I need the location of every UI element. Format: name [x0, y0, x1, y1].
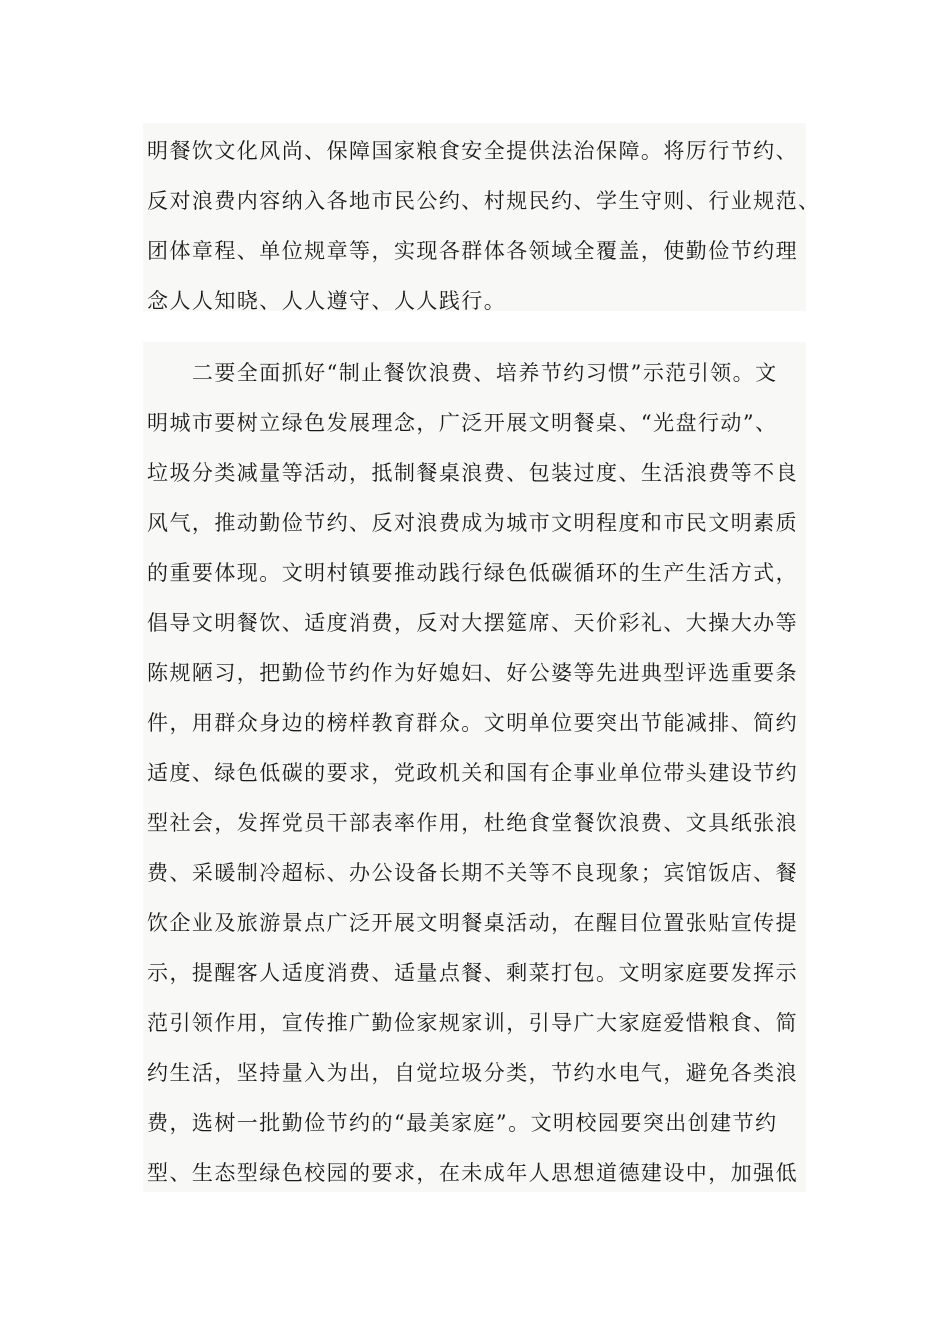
paragraph-line: 陈规陋习，把勤俭节约作为好媳妇、好公婆等先进典型评选重要条 — [147, 661, 799, 685]
paragraph-line: 饮企业及旅游景点广泛开展文明餐桌活动，在醒目位置张贴宣传提 — [147, 911, 799, 935]
paragraph-line: 风气，推动勤俭节约、反对浪费成为城市文明程度和市民文明素质 — [147, 511, 799, 535]
paragraph-line: 示，提醒客人适度消费、适量点餐、剩菜打包。文明家庭要发挥示 — [147, 961, 799, 985]
paragraph-line: 倡导文明餐饮、适度消费，反对大摆筵席、天价彩礼、大操大办等 — [147, 611, 799, 635]
paragraph-line: 型社会，发挥党员干部表率作用，杜绝食堂餐饮浪费、文具纸张浪 — [147, 811, 799, 835]
paragraph-line: 件，用群众身边的榜样教育群众。文明单位要突出节能减排、简约 — [147, 711, 799, 735]
paragraph-1 — [143, 123, 821, 313]
paragraph-line: 的重要体现。文明村镇要推动践行绿色低碳循环的生产生活方式， — [147, 561, 799, 585]
paragraph-line: 二要全面抓好“制止餐饮浪费、培养节约习惯”示范引领。文 — [147, 361, 778, 385]
paragraph-line: 约生活，坚持量入为出，自觉垃圾分类，节约水电气，避免各类浪 — [147, 1061, 799, 1085]
paragraph-2 — [143, 342, 806, 1192]
paragraph-line: 明餐饮文化风尚、保障国家粮食安全提供法治保障。将厉行节约、 — [147, 139, 799, 163]
paragraph-line: 适度、绿色低碳的要求，党政机关和国有企事业单位带头建设节约 — [147, 761, 799, 785]
paragraph-line: 念人人知晓、人人遵守、人人践行。 — [147, 289, 507, 313]
paragraph-line: 费，选树一批勤俭节约的“最美家庭”。文明校园要突出创建节约 — [147, 1111, 778, 1135]
paragraph-line: 费、采暖制冷超标、办公设备长期不关等不良现象；宾馆饭店、餐 — [147, 861, 799, 885]
paragraph-line: 团体章程、单位规章等，实现各群体各领域全覆盖，使勤俭节约理 — [147, 239, 799, 263]
paragraph-line: 反对浪费内容纳入各地市民公约、村规民约、学生守则、行业规范、 — [147, 189, 821, 213]
paragraph-line: 明城市要树立绿色发展理念，广泛开展文明餐桌、“光盘行动”、 — [147, 411, 778, 435]
paragraph-line: 范引领作用，宣传推广勤俭家规家训，引导广大家庭爱惜粮食、简 — [147, 1011, 799, 1035]
paragraph-line: 垃圾分类减量等活动，抵制餐桌浪费、包装过度、生活浪费等不良 — [147, 461, 799, 485]
paragraph-line: 型、生态型绿色校园的要求，在未成年人思想道德建设中，加强低 — [147, 1161, 799, 1185]
